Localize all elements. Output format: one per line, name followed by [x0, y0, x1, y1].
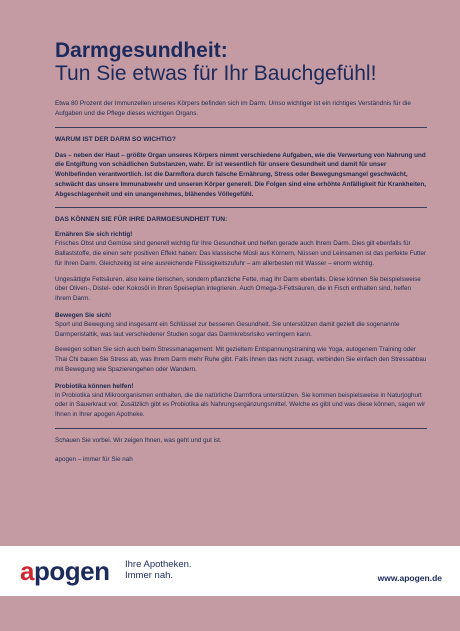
paragraph-exercise-1: Sport und Bewegung sind insgesamt ein Schlüssel zur besseren Gesundheit. Sie unterstützen damit gezielt die sogenannte Darmperistaltik, was laut verschiedener Studien sogar das Darmkrebsrisiko verringern kann. — [55, 320, 400, 338]
subheading-exercise: Bewegen Sie sich! — [55, 311, 112, 319]
tagline-line-1: Ihre Apotheken. — [125, 559, 192, 570]
divider — [55, 127, 427, 128]
flyer-content — [55, 40, 427, 475]
title-line-2: Tun Sie etwas für Ihr Bauchgefühl! — [55, 61, 377, 85]
slogan-text: apogen – immer für Sie nah — [55, 455, 133, 463]
website-link[interactable]: www.apogen.de — [377, 573, 442, 583]
page-title — [55, 40, 427, 85]
section-heading-why: WARUM IST DER DARM SO WICHTIG? — [55, 135, 176, 143]
divider — [55, 428, 427, 429]
subheading-probiotics: Probiotika können helfen! — [55, 382, 134, 390]
intro-text: Etwa 80 Prozent der Immunzellen unseres Körpers befinden sich im Darm. Umso wichtiger ist ein richtiges Verständnis für die Aufgaben und die Pflege dieses wichtigen Organs. — [55, 100, 411, 117]
paragraph-nutrition-2: Ungesättigte Fettsäuren, also keine tierischen, sondern pflanzliche Fette, mag Ihr Darm ebenfalls. Diese können Sie beispielsweise über Oliven-, Distel- oder Kokosöl in Ihren Speiseplan integrieren. Auch Omega-3-Fettsäuren, die in Fisch enthalten sind, helfen Ihrem Darm. — [55, 275, 421, 303]
outro-text: Schauen Sie vorbei. Wir zeigen Ihnen, was geht und gut ist. — [55, 436, 222, 444]
tagline-line-2: Immer nah. — [125, 569, 174, 581]
title-line-1: Darmgesundheit: — [55, 39, 228, 62]
section-text-why: Das – neben der Haut – größte Organ unseres Körpers nimmt verschiedene Aufgaben, wie die Verwertung von Nahrung und die Entgiftung von schädlichen Substanzen, wahr. Er ist wesentlich für unsere Gesundheit und damit für unser Wohlbefinden verantwortlich. Ist die Darmflora durch falsche Ernährung, Stress oder Bewegungsmangel geschwächt, schwächt das unsere Immunabwehr und unseren Körper generell. Die Folgen sind eine erhöhte Anfälligkeit für Krankheiten, Abgeschlagenheit und ein unangenehmes, blähendes Völlegefühl. — [55, 151, 427, 198]
paragraph-exercise-2: Bewegen sollten Sie sich auch beim Stressmanagement: Mit gezieltem Entspannungstraining wie Yoga, autogenem Training oder Thai Chi bauen Sie Stress ab, was Ihrem Darm mehr Ruhe gibt. Falls Ihnen das nicht zusagt, verbinden Sie einfach den Stressabbau mit Bewegung wie Spazierengehen oder Wandern. — [55, 346, 427, 373]
divider — [55, 207, 427, 208]
apogen-logo[interactable] — [20, 558, 109, 584]
logo-wordmark: pogen — [33, 556, 110, 586]
footer-tagline — [125, 560, 192, 582]
subheading-nutrition: Ernähren Sie sich richtig! — [55, 231, 133, 239]
paragraph-nutrition-1: Frisches Obst und Gemüse sind generell wichtig für Ihre Gesundheit und helfen gerade auch Ihrem Darm. Dies gilt ebenfalls für Ballaststoffe, die einen sehr positiven Effekt haben: Das klassische Müsli aus Körnern, Nüssen und Leinsamen ist das perfekte Futter für Ihren Darm. Gleichzeitig ist eine ausreichende Flüssigkeitszufuhr – am allerbesten mit Wasser – enorm wichtig. — [55, 240, 427, 267]
footer-bar — [0, 546, 460, 596]
logo-letter-a: a — [20, 556, 34, 586]
paragraph-probiotics: In Probiotika sind Mikroorganismen enthalten, die die natürliche Darmflora unterstützen. Sie kommen beispielsweise in Naturjoghurt oder in Sauerkraut vor. Zusätzlich gibt es Probiotika als Nahrungsergänzungsmittel. Welche es gibt und was diese können, sagen wir Ihnen in Ihrer apogen Apotheke. — [55, 391, 426, 419]
section-heading-what-to-do: DAS KÖNNEN SIE FÜR IHRE DARMGESUNDHEIT TUN: — [55, 216, 228, 224]
